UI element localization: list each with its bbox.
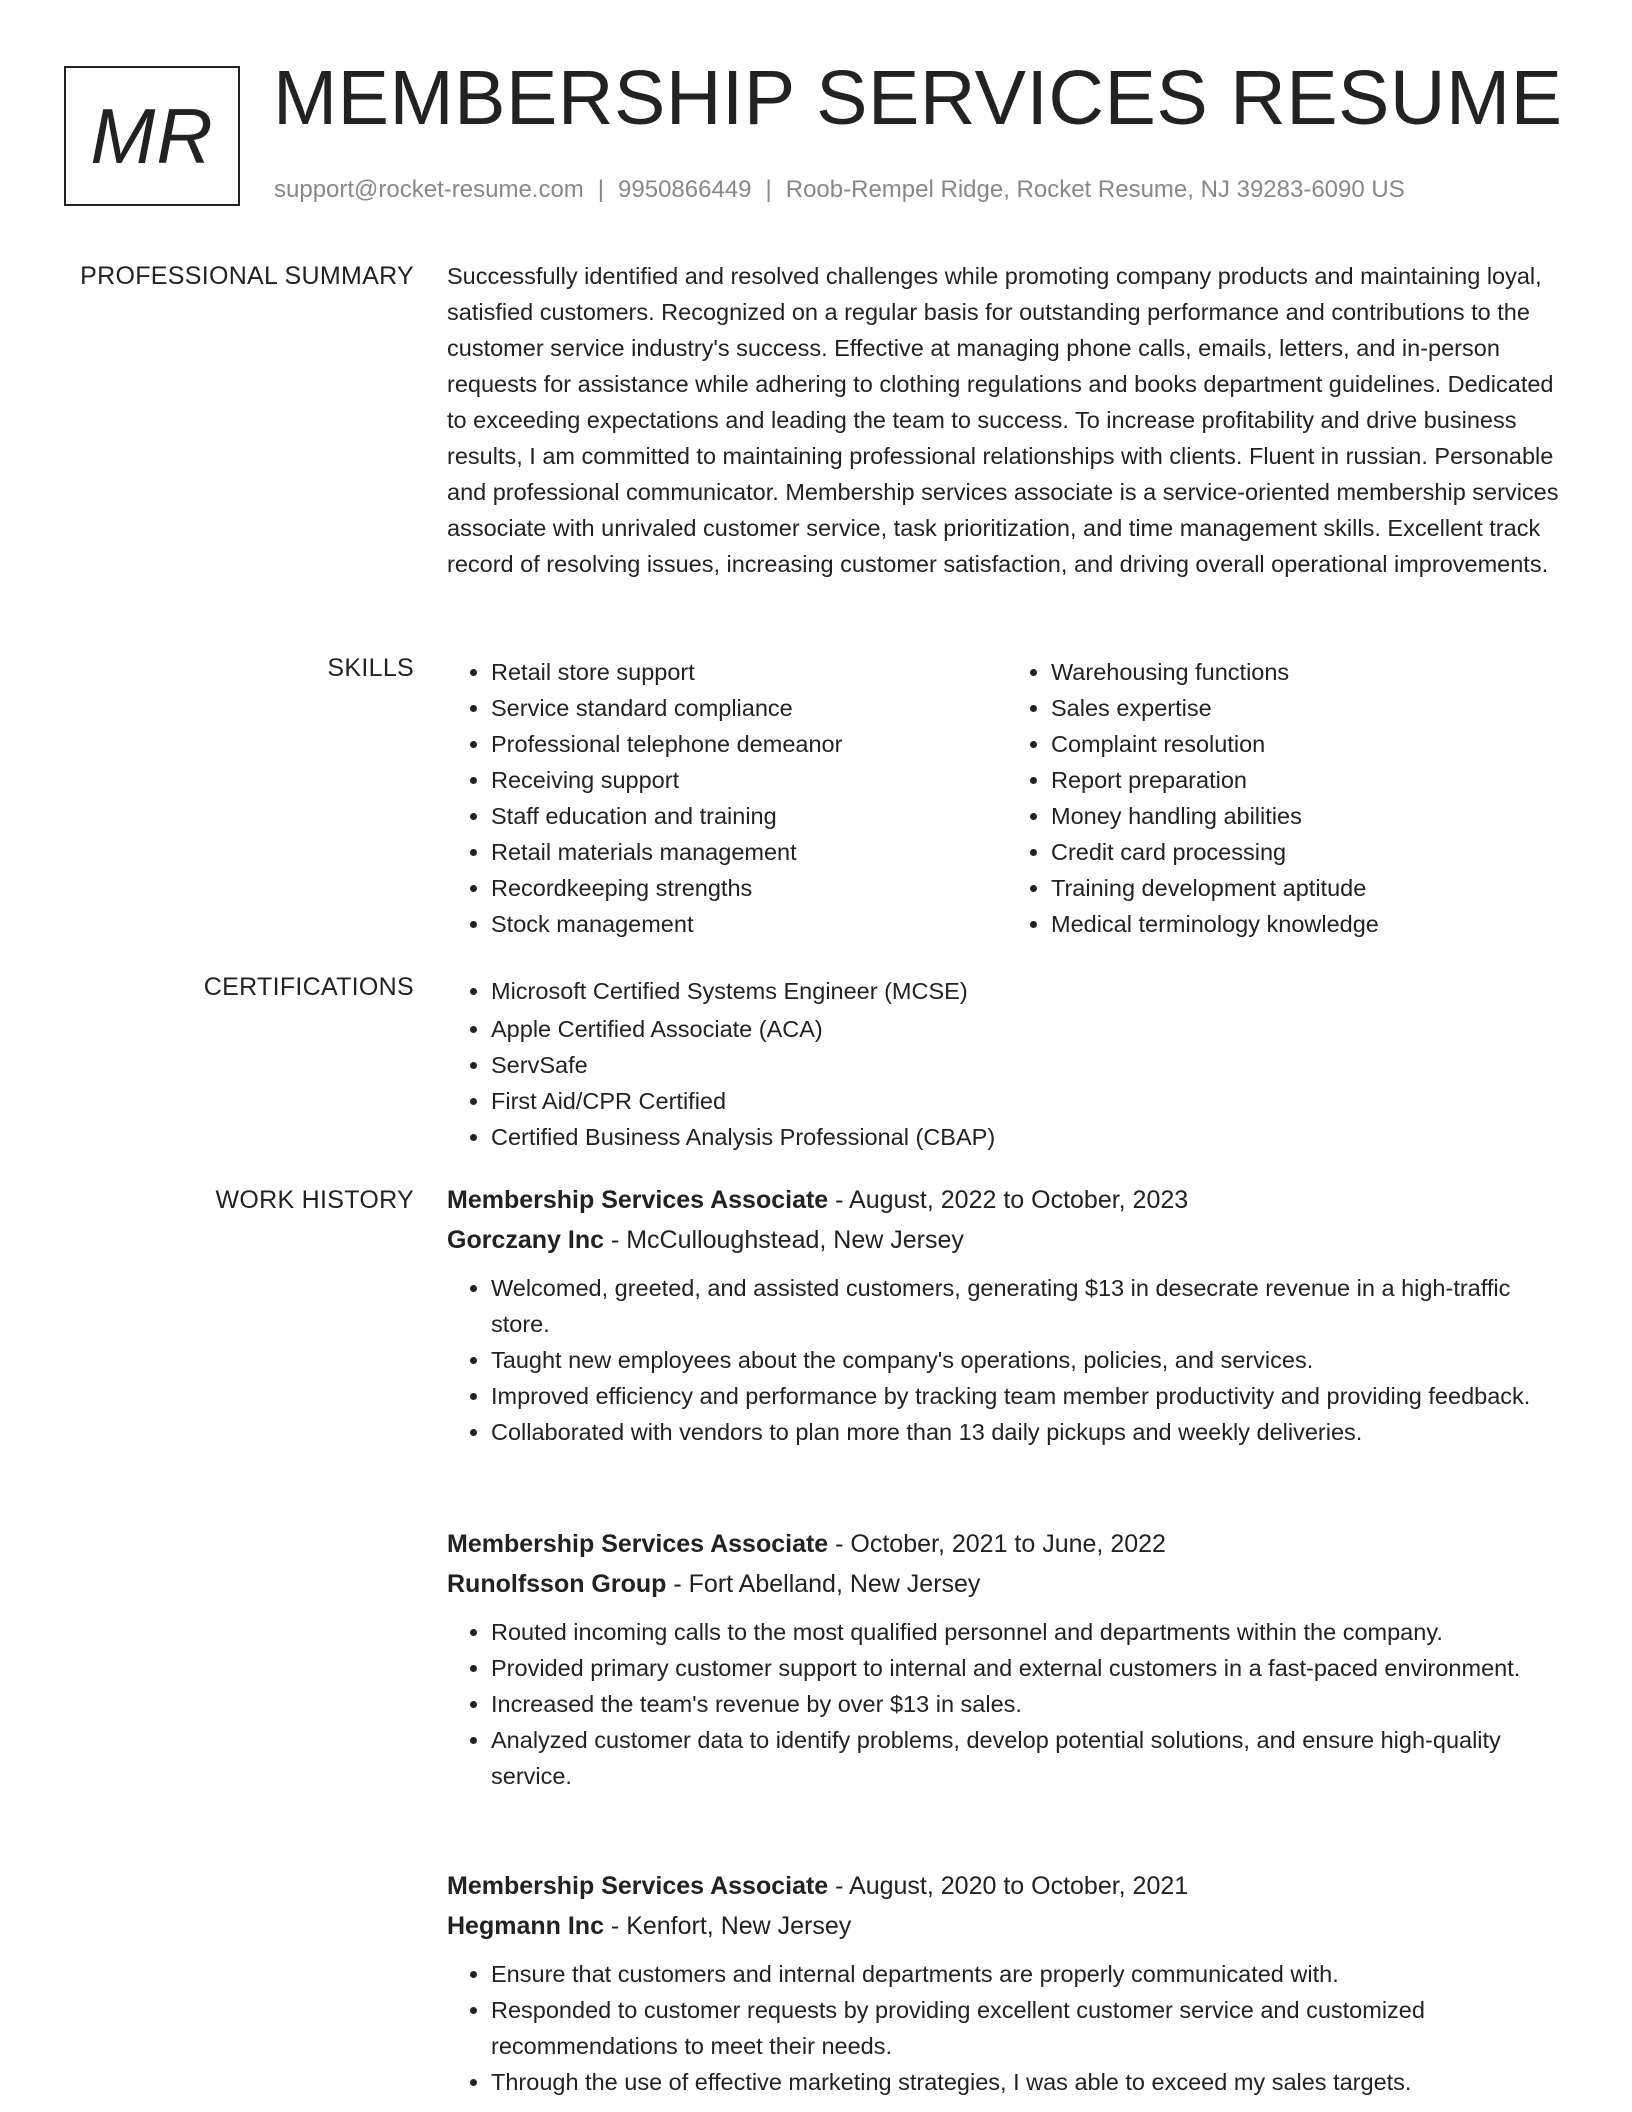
skill-item: • Medical terminology knowledge [1051,906,1567,942]
skill-item: • Report preparation [1051,762,1567,798]
contact-line [274,176,1405,204]
section-label-certifications: CERTIFICATIONS [203,973,414,1001]
skill-item: • Professional telephone demeanor [491,726,1007,762]
job-company: Gorczany Inc [447,1226,604,1254]
skill-item: • Staff education and training [491,798,1007,834]
job-bullets [447,1614,1567,1794]
skill-item: • Retail materials management [491,834,1007,870]
summary-text: Successfully identified and resolved challenges while promoting company products and maintaining loyal, satisfied customers. Recognized on a regular basis for outstanding performance and contributions to the customer service industry's success. Effective at managing phone calls, emails, letters, and in-person requests for assistance while adhering to clothing regulations and books department guidelines. Dedicated to exceeding expectations and leading the team to success. To increase profitability and drive business results, I am committed to maintaining professional relationships with clients. Fluent in russian. Personable and professional communicator. Membership services associate is a service-oriented membership services associate with unrivaled customer service, task prioritization, and time management skills. Excellent track record of resolving issues, increasing customer satisfaction, and driving overall operational improvements. [447,263,1559,577]
skill-item: • Stock management [491,906,1007,942]
skill-item: • Training development aptitude [1051,870,1567,906]
job-entry [447,1866,1567,2100]
certification-item: • Apple Certified Associate (ACA) [491,1011,1567,1047]
job-title-line [447,1180,1567,1220]
job-title: Membership Services Associate [447,1530,829,1558]
certification-item: • Microsoft Certified Systems Engineer (MCSE) [491,973,1567,1009]
job-title: Membership Services Associate [447,1186,829,1214]
job-bullet: • Provided primary customer support to internal and external customers in a fast-paced environment. [491,1650,1567,1686]
contact-email: support@rocket-resume.com [274,176,584,203]
job-bullet: • Ensure that customers and internal departments are properly communicated with. [491,1956,1567,1992]
resume-title: MEMBERSHIP SERVICES RESUME [273,55,1563,141]
skill-item: • Warehousing functions [1051,654,1567,690]
job-location: - Kenfort, New Jersey [603,1912,852,1940]
certification-item: • First Aid/CPR Certified [491,1083,1567,1119]
certifications-body [447,973,1567,1155]
job-company: Hegmann Inc [447,1912,604,1940]
job-company-line [447,1220,1567,1260]
skill-item: • Money handling abilities [1051,798,1567,834]
job-bullet: • Increased the team's revenue by over $13 in sales. [491,1686,1567,1722]
contact-separator: | [597,176,605,203]
certifications-list [447,973,1567,1155]
contact-phone: 9950866449 [618,176,752,203]
skill-item: • Service standard compliance [491,690,1007,726]
skills-list-left [447,654,1007,942]
job-title-line [447,1524,1567,1564]
job-bullet: • Routed incoming calls to the most qualified personnel and departments within the company. [491,1614,1567,1650]
monogram-initials: MR [90,92,214,180]
section-label-skills: SKILLS [327,654,414,682]
section-label-work-history: WORK HISTORY [215,1186,414,1214]
skill-item: • Retail store support [491,654,1007,690]
job-bullet: • Through the use of effective marketing strategies, I was able to exceed my sales targets. [491,2064,1567,2100]
skill-item: • Recordkeeping strengths [491,870,1007,906]
job-bullet: • Analyzed customer data to identify problems, develop potential solutions, and ensure high-quality service. [491,1722,1567,1794]
job-bullet: • Taught new employees about the company's operations, policies, and services. [491,1342,1567,1378]
job-location: - Fort Abelland, New Jersey [666,1570,981,1598]
contact-address: Roob-Rempel Ridge, Rocket Resume, NJ 39283-6090 US [785,176,1405,203]
skills-list-right [1007,654,1567,942]
skill-item: • Complaint resolution [1051,726,1567,762]
skill-item: • Credit card processing [1051,834,1567,870]
skill-item: • Receiving support [491,762,1007,798]
job-bullet: • Improved efficiency and performance by tracking team member productivity and providing feedback. [491,1378,1567,1414]
job-bullet: • Welcomed, greeted, and assisted customers, generating $13 in desecrate revenue in a high-traffic store. [491,1270,1567,1342]
monogram-box [64,66,240,206]
job-entry [447,1180,1567,1450]
contact-separator: | [765,176,772,203]
job-company: Runolfsson Group [447,1570,667,1598]
summary-body [447,262,1567,582]
job-dates: - August, 2022 to October, 2023 [828,1186,1189,1214]
certification-item: • ServSafe [491,1047,1567,1083]
section-label-summary: PROFESSIONAL SUMMARY [80,262,414,290]
job-location: - McCulloughstead, New Jersey [604,1226,964,1254]
job-title-line [447,1866,1567,1906]
certification-item: • Certified Business Analysis Professional (CBAP) [491,1119,1567,1155]
job-bullet: • Responded to customer requests by providing excellent customer service and customized recommendations to meet their needs. [491,1992,1567,2064]
job-bullet: • Collaborated with vendors to plan more than 13 daily pickups and weekly deliveries. [491,1414,1567,1450]
job-bullets [447,1270,1567,1450]
job-company-line [447,1564,1567,1604]
skill-item: • Sales expertise [1051,690,1567,726]
job-company-line [447,1906,1567,1946]
job-entry [447,1524,1567,1794]
skills-body [447,654,1567,942]
job-dates: - August, 2020 to October, 2021 [828,1872,1189,1900]
skills-columns [447,654,1567,942]
job-dates: - October, 2021 to June, 2022 [828,1530,1166,1558]
job-bullets [447,1956,1567,2100]
job-title: Membership Services Associate [447,1872,829,1900]
